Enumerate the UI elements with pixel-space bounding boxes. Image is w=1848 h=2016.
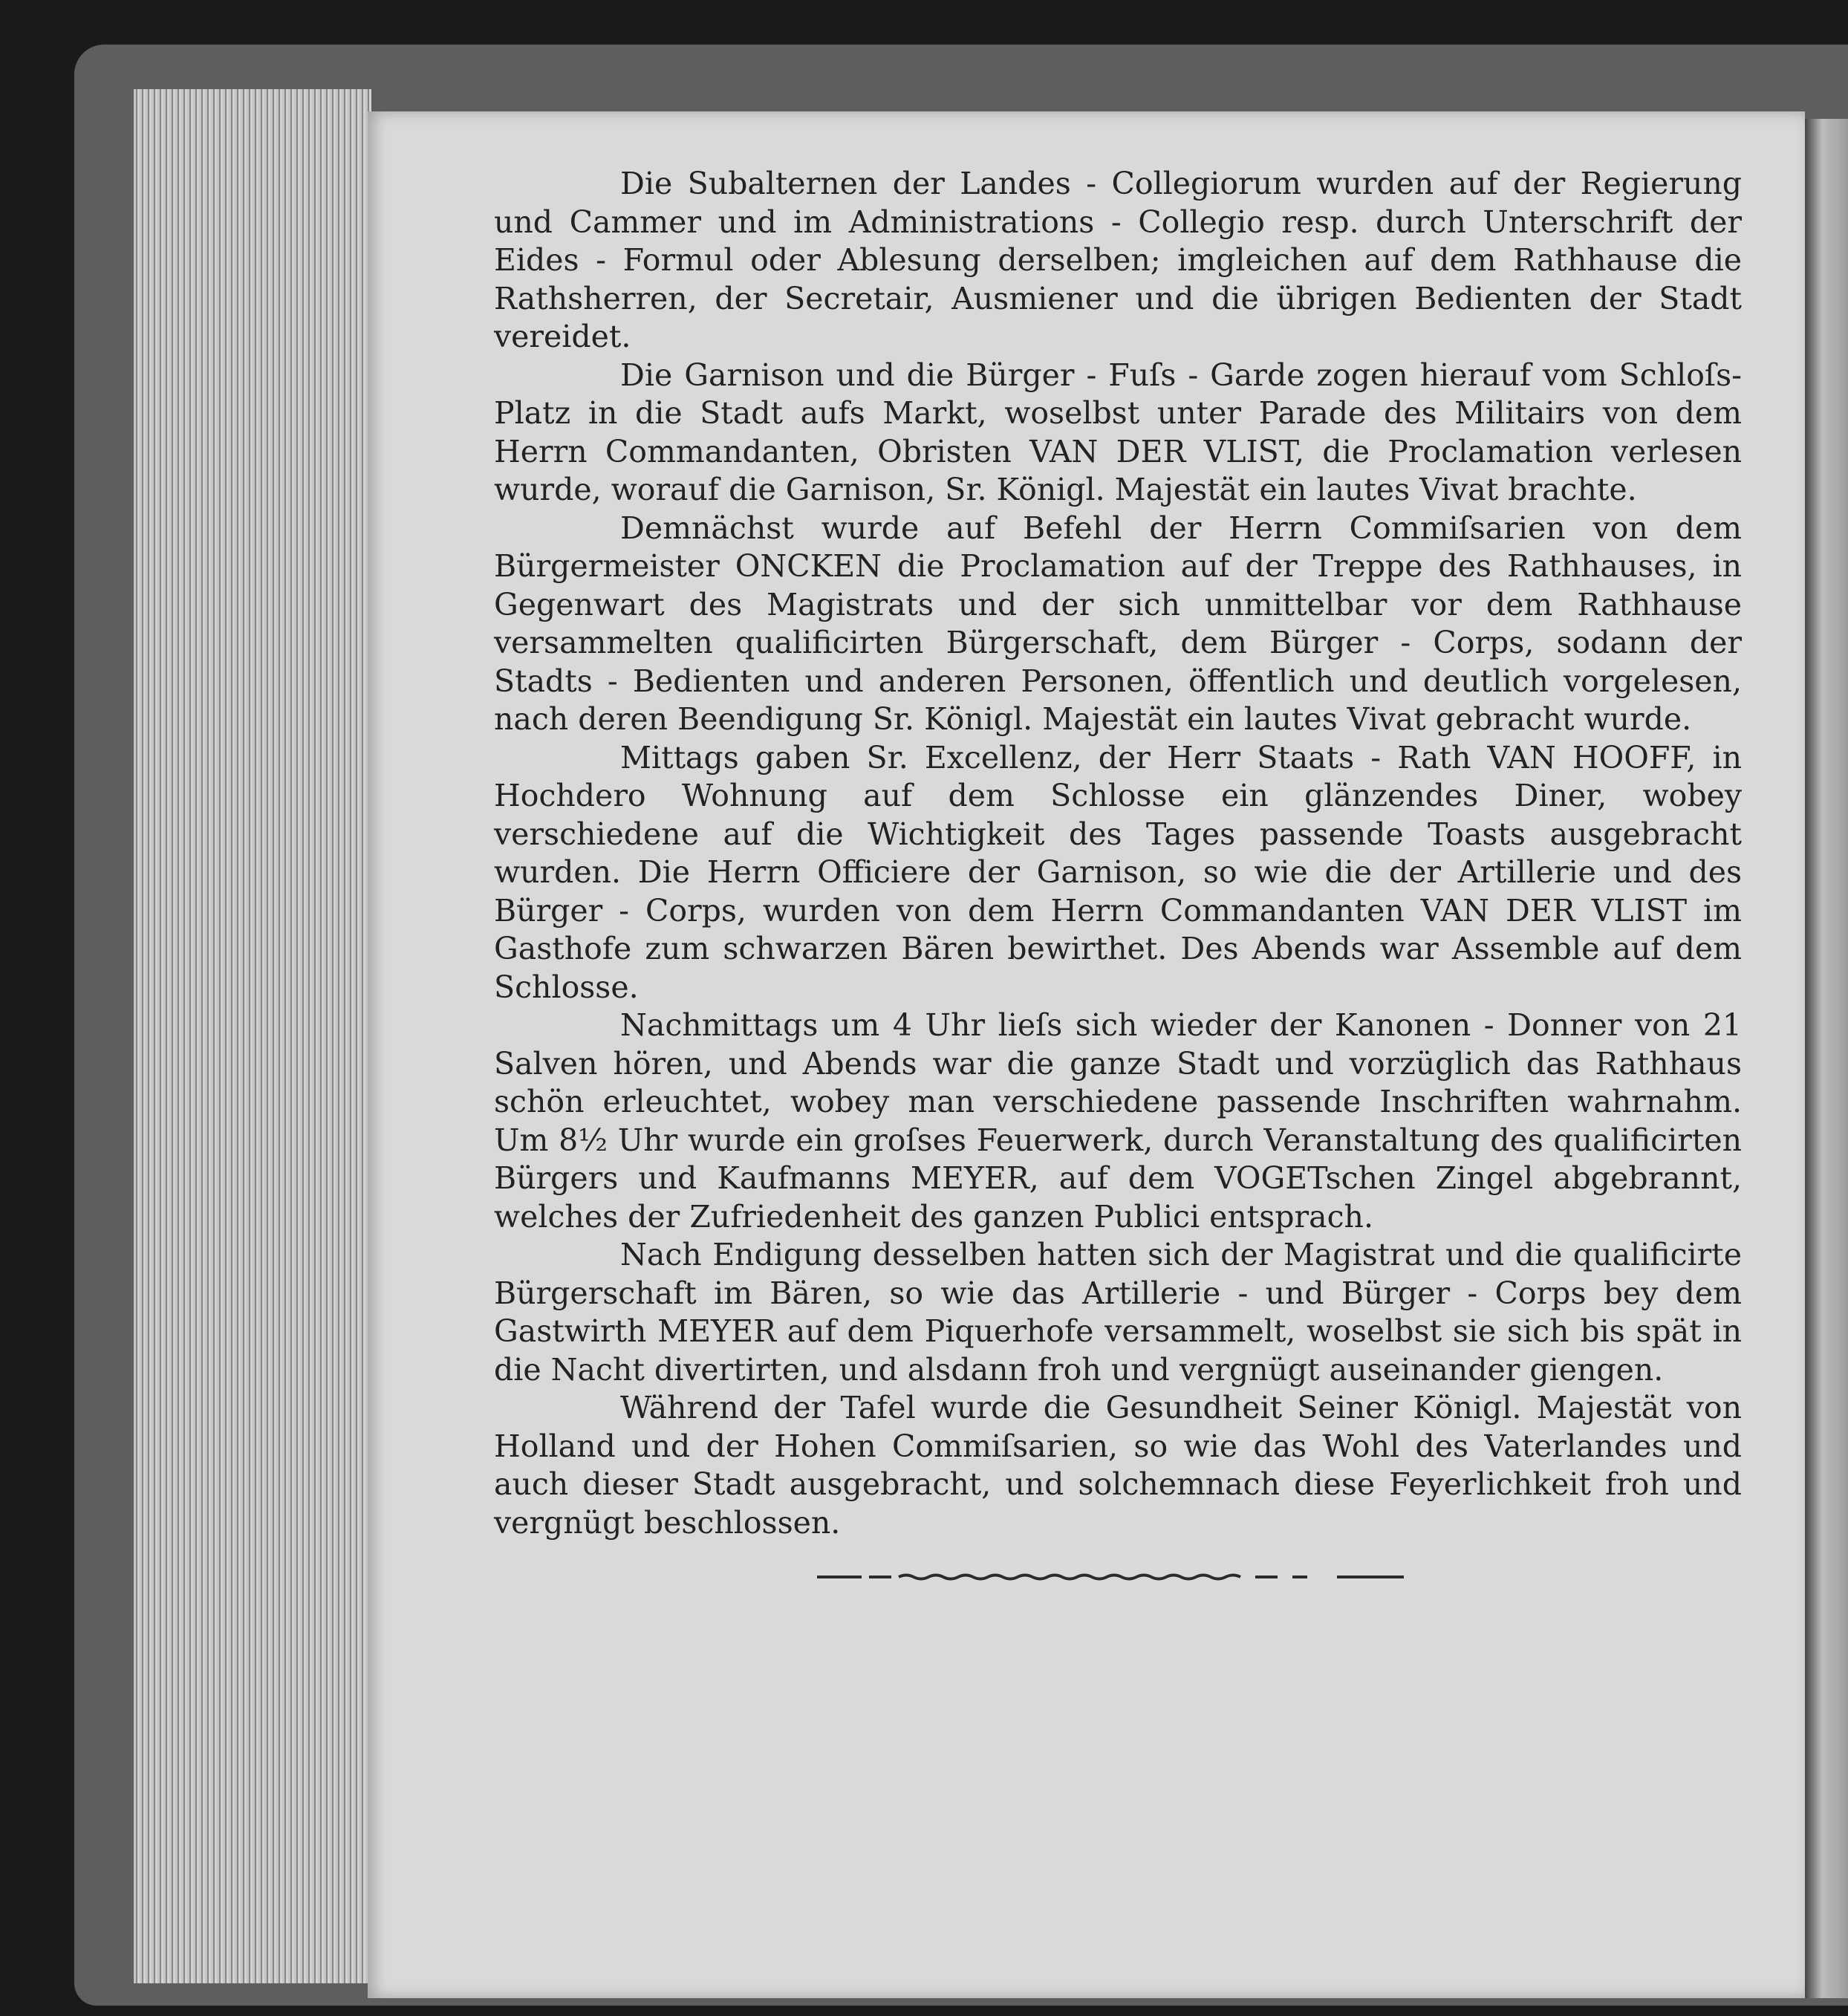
paragraph-7: Während der Tafel wurde die Gesundheit Seiner Königl. Majestät von Holland und der Hohen Commiſsarien, so wie das Wohl des Vaterlandes und auch dieser Stadt ausgebracht, und solchemnach diese Feyerlichkeit froh und vergnügt beschlossen. [494,1390,1742,1541]
page-edges [134,89,371,1983]
paragraph-6: Nach Endigung desselben hatten sich der Magistrat und die qualificirte Bürgerschaft im Bären, so wie das Artillerie - und Bürger - Corps bey dem Gastwirth MEYER auf dem Piquerhofe versammelt, woselbst sie sich bis spät in die Nacht divertirten, und alsdann froh und vergnügt auseinander giengen. [494,1237,1742,1388]
facing-page-edge [1805,119,1848,1998]
paragraph-1: Die Subalternen der Landes - Collegiorum wurden auf der Regierung und Cammer und im Administrations - Collegio resp. durch Unterschrift der Eides - Formul oder Ablesung derselben; imgleichen auf dem Rathhause die Rathsherren, der Secretair, Ausmiener und die übrigen Bedienten der Stadt vereidet. [494,166,1742,354]
section-divider-ornament [817,1573,1404,1581]
paragraph-4: Mittags gaben Sr. Excellenz, der Herr Staats - Rath VAN HOOFF, in Hochdero Wohnung auf dem Schlosse ein glänzendes Diner, wobey verschiedene auf die Wichtigkeit des Tages passende Toasts ausgebracht wurden. Die Herrn Officiere der Garnison, so wie die der Artillerie und des Bürger - Corps, wurden von dem Herrn Commandanten VAN DER VLIST im Gasthofe zum schwarzen Bären bewirthet. Des Abends war Assemble auf dem Schlosse. [494,739,1742,1005]
paragraph-5: Nachmittags um 4 Uhr lieſs sich wieder der Kanonen - Donner von 21 Salven hören, und Abends war die ganze Stadt und vorzüglich das Rathhaus schön erleuchtet, wobey man verschiedene passende Inschriften wahrnahm. Um 8½ Uhr wurde ein groſses Feuerwerk, durch Veranstaltung des qualificirten Bürgers und Kaufmanns MEYER, auf dem VOGETschen Zingel abgebrannt, welches der Zufriedenheit des ganzen Publici entsprach. [494,1007,1742,1235]
paragraph-3: Demnächst wurde auf Befehl der Herrn Commiſsarien von dem Bürgermeister ONCKEN die Proclamation auf der Treppe des Rathhauses, in Gegenwart des Magistrats und der sich unmittelbar vor dem Rathhause versammelten qualificirten Bürgerschaft, dem Bürger - Corps, sodann der Stadts - Bedienten und anderen Personen, öffentlich und deutlich vorgelesen, nach deren Beendigung Sr. Königl. Majestät ein lautes Vivat gebracht wurde. [494,510,1742,737]
page-text [494,165,1742,1542]
paragraph-2: Die Garnison und die Bürger - Fuſs - Garde zogen hierauf vom Schloſs-Platz in die Stadt aufs Markt, woselbst unter Parade des Militairs von dem Herrn Commandanten, Obristen VAN DER VLIST, die Proclamation verlesen wurde, worauf die Garnison, Sr. Königl. Majestät ein lautes Vivat brachte. [494,357,1742,507]
